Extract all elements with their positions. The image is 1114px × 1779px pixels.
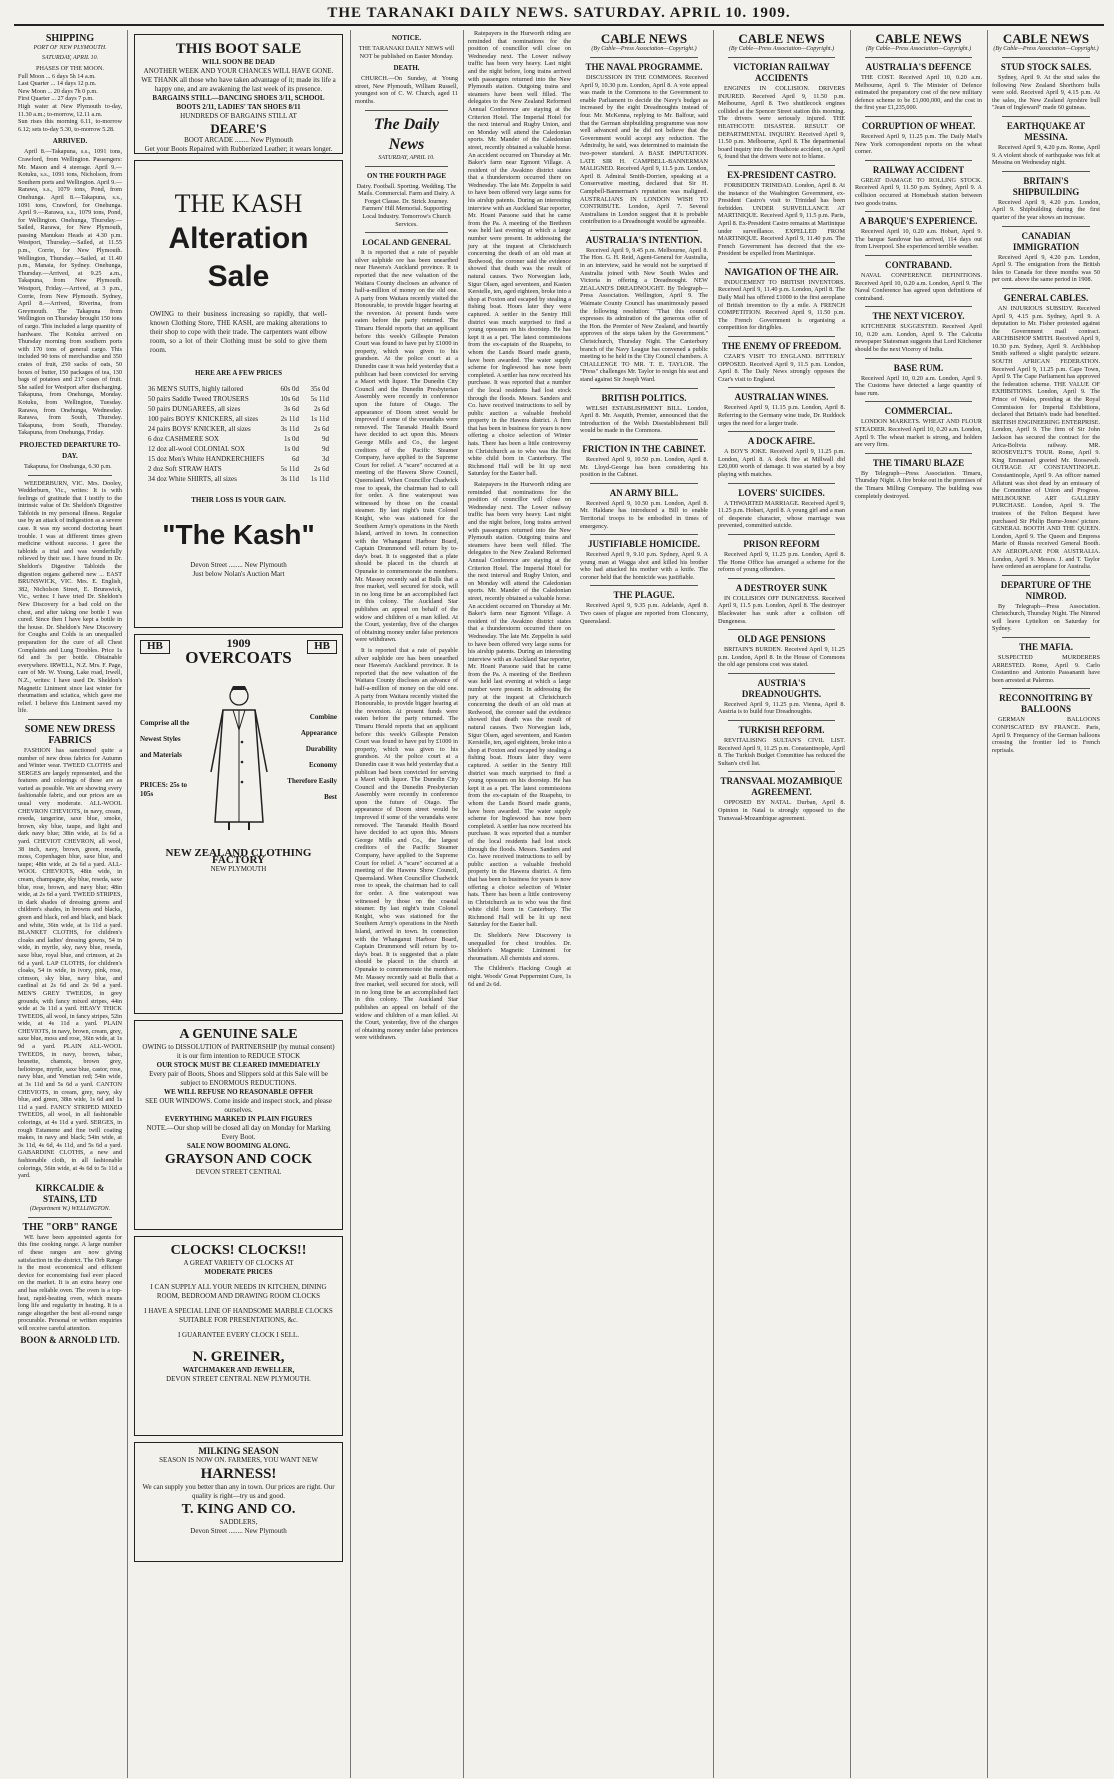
- kash-price-row: [148, 404, 329, 414]
- cable-story-headline: CANADIAN IMMIGRATION: [1012, 230, 1080, 252]
- price-item: 50 pairs DUNGAREES, all sizes: [148, 405, 241, 413]
- divider: [865, 401, 972, 402]
- cable-story-body: DISCUSSION IN THE COMMONS. Received April 9, 10.30 p.m. London, April 8. A vote appeal was made in the Commons to the Government to enable Parliament to decide the Navy's budget as increased by the eight Dreadnoughts instead of four. Mr. McKenna, replying to Mr. Balfour, said that the German shipbuilding programme was now well advanced and he did not believe that the Government would accept any reduction. The Admiralty, he said, was determined to maintain the two-power standard. A BASE IMPUTATION. LATE SIR H. CAMPBELL-BANNERMAN MALIGNED. Received April 9, 11.5 p.m. London, April 8. Admiral Smith-Dorrien, speaking at a Conservative meeting, declared that Sir H. Campbell-Bannerman's reputation was maligned. AUSTRALIANS IN LONDON WISH TO CONTRIBUTE. London, April 7. Several Australians in London suggest that it is probable contribution to a Dreadnought would be agreeable.: [580, 74, 708, 226]
- nzcf-logo: HB: [307, 640, 337, 654]
- cable-news-source: (By Cable—Press Association—Copyright.): [993, 46, 1099, 52]
- cable-story-headline: EX-PRESIDENT CASTRO.: [727, 169, 836, 180]
- genuine-sale-address: DEVON STREET CENTRAL: [195, 1168, 282, 1176]
- cable-story-body: A THWARTED MARRIAGE. Received April 9, 11.25 p.m. Hobart, April 8. A young girl and a man of desperate character, whose marriage was prevented, committed suicide.: [718, 499, 845, 530]
- cable-story-headline: BASE RUM.: [893, 362, 944, 373]
- genuine-sale-line: Every pair of Boots, Shoes and Slippers sold at this Sale will be subject to ENORMOUS REDUCTIONS.: [149, 1070, 328, 1087]
- kash-price-row: [148, 444, 329, 454]
- cable-story-body: CZAR'S VISIT TO ENGLAND. BITTERLY OPPOSED. Received April 9, 11.5 p.m. London, April 8. The Daily News strongly opposes the Czar's visit to England.: [718, 353, 845, 383]
- nzcf-left-text: Comprise all the Newest Styles and Materials: [140, 718, 190, 759]
- price-was: 60s 0d: [280, 385, 299, 393]
- divider: [728, 57, 835, 58]
- price-item: 12 doz all-wool COLONIAL SOX: [148, 445, 245, 453]
- cable-story-headline: A DESTROYER SUNK: [735, 582, 828, 593]
- projected-body: Takapuna, for Onehunga, 6.30 p.m.: [24, 462, 112, 470]
- cable-story-headline: BRITAIN'S SHIPBUILDING: [1012, 175, 1080, 197]
- milking-line: We can supply you better than any in town. Our prices are right. Our quality is right—try us and good.: [142, 1482, 335, 1500]
- column-local-news-cont: [463, 30, 575, 1778]
- cable-story-headline: CONTRABAND.: [885, 259, 952, 270]
- divider: [590, 483, 698, 484]
- milking-trade: SADDLERS,: [219, 1517, 258, 1526]
- cable-news-title: CABLE NEWS: [1002, 31, 1090, 46]
- price-item: 6 doz CASHMERE SOX: [148, 435, 219, 443]
- cable-story-headline: THE NEXT VICEROY.: [872, 311, 965, 322]
- dress-fabrics-title: SOME NEW DRESS FABRICS: [24, 723, 116, 746]
- cable-story-headline: JUSTIFIABLE HOMICIDE.: [587, 539, 701, 550]
- divider: [728, 483, 835, 484]
- price-now: 5s 11d: [310, 395, 329, 403]
- genuine-sale-line: NOTE.—Our shop will be closed all day on Monday for Marking Every Boot.: [146, 1124, 331, 1141]
- divider: [28, 719, 112, 720]
- price-item: 36 MEN'S SUITS, highly tailored: [148, 385, 244, 393]
- paper-nameplate: The Daily News: [373, 115, 440, 153]
- price-now: 9d: [322, 435, 329, 443]
- boot-sale-ad: [134, 34, 343, 154]
- arrived-title: ARRIVED.: [52, 137, 88, 146]
- divider: [728, 771, 835, 772]
- cable-news-title: CABLE NEWS: [875, 31, 962, 46]
- tide-line: New Moon ... 20 days 7h 0 p.m.: [18, 87, 98, 95]
- cable-news-title: CABLE NEWS: [600, 31, 688, 46]
- cable-story-headline: VICTORIAN RAILWAY ACCIDENTS: [733, 62, 830, 83]
- cable-story-body: SUSPECTED MURDERERS ARRESTED. Rome, April 9. Carlo Costantino and Antonio Passananti have been arrested at Palermo.: [992, 654, 1100, 684]
- cable-story-headline: NAVIGATION OF THE AIR.: [724, 266, 839, 277]
- column-advertisements: [127, 30, 349, 1778]
- price-was: 2s 11d: [280, 415, 299, 423]
- nz-clothing-factory-ad: [134, 634, 343, 1014]
- local-news-ad: Dr. Sheldon's New Discovery is unequalled for chest troubles. Dr. Sheldon's Magnetic Liniment for rheumatism. All chemists and stores.: [468, 932, 571, 962]
- price-now: 1s 11d: [310, 475, 329, 483]
- kash-price-row: [148, 424, 329, 434]
- clocks-line: I GUARANTEE EVERY CLOCK I SELL.: [177, 1331, 300, 1339]
- cable-news-source: (By Cable—Press Association—Copyright.): [728, 46, 835, 52]
- milking-firm: T. KING AND CO.: [181, 1501, 296, 1517]
- cable-story-body: Received April 10, 0.20 a.m. London, April 9. The Customs have detected a large quantity of base rum.: [855, 374, 982, 397]
- divider: [1002, 637, 1090, 638]
- cable-story-body: Received April 10, 0.20 a.m. Hobart, April 9. The barque Sandovar has arrived, 114 days out from Liverpool. She experienced terrible weather.: [855, 228, 982, 251]
- local-news-body: Ratepayers in the Hurworth riding are reminded that nominations for the position of councillor will close on Wednesday next. The Lower railway traffic has been very heavy. Last night and the night before, long trains arrived with passengers returned into the New Plymouth station. Outgoing trains and steamers have been well filled. The delegates to the New Zealand Reformed Annual Conference are staying at the Criterion Hotel. The Imperial Hotel for the next interval and Rugby Union, and on Monday will attend the Caledonian sports. Mr. Mander of the Caledonian street, recently obtained a valuable horse. An accident occurred on Thursday at Mr. Baker's farm near Egmont Village. A resident of the Awakino district states that a thunderstorm occurred there on Wednesday. The late Mr. Zeppelin is said to have been offered very large sums for his airship patents. During an interesting interview with an Auckland Star reporter, Mr. Hoani Paraone said that he came from the Pa. A meeting of the Brethren was held last evening at which a large number were present. In addressing the jury at the inquest at Christchurch concerning the death of an old man at Redwood, the coroner said the evidence showed that death was the result of natural causes. Two Norwegian lads, Sigur Olsen, aged seventeen, and Kasten Kerstelle, ten, aged eighteen, broke into a shop at Foxton and escaped by stealing a fishing boat. Hours later they were captured. A settler in the Sentry Hill district was much surprised to find a young opossum on his doorstep. He has kept it as a pet. The latest commissions from the ex-captain of the Ruapehu, to whom the Lands Board made grants, have been awarded. The water supply scheme for Inglewood has now been completed. A settler has now received his purchase. It was reported that a number of the local residents had lost stock through the floods. Messrs. Sanders and Co. have received instructions to sell by public auction a valuable freehold property in the Hawera district. A firm that has been in business for years is now offering a choice selection of Winter hats. There has been a little controversy in Christchurch as to who was the first white child born in Canterbury. The Richmond Hall will be lit up next Saturday for the Easter ball.: [468, 481, 571, 929]
- boot-sale-title: THIS BOOT SALE: [175, 41, 302, 57]
- cable-story-headline: THE PLAGUE.: [613, 590, 675, 601]
- paper-date: SATURDAY, APRIL 10.: [378, 154, 435, 161]
- kash-title: THE KASH: [174, 189, 303, 218]
- nzcf-logo: HB: [140, 640, 170, 654]
- divider: [590, 585, 698, 586]
- cable-story-headline: GENERAL CABLES.: [1003, 292, 1089, 303]
- divider: [865, 211, 972, 212]
- notice-title: NOTICE.: [391, 34, 422, 42]
- column-shipping: [14, 30, 126, 1778]
- kash-ad: [134, 160, 343, 628]
- kash-price-row: [148, 464, 329, 474]
- kash-address: Devon Street ........ New Plymouth: [190, 561, 287, 569]
- divider: [1002, 688, 1090, 689]
- shipping-tide-list: [18, 65, 122, 133]
- divider: [365, 166, 448, 167]
- genuine-sale-title: A GENUINE SALE: [179, 1027, 298, 1042]
- divider: [1002, 575, 1090, 576]
- clocks-line: I CAN SUPPLY ALL YOUR NEEDS IN KITCHEN, DINING ROOM, BEDROOM AND DRAWING ROOM CLOCKS: [150, 1283, 327, 1300]
- boot-sale-line: BARGAINS STILL—DANCING SHOES 3/11, SCHOOL BOOTS 2/11, LADIES' TAN SHOES 8/11: [152, 94, 325, 111]
- divider: [865, 116, 972, 117]
- genuine-sale-line: SEE OUR WINDOWS. Come inside and inspect stock, and please ourselves.: [145, 1097, 332, 1114]
- cable-story-headline: STUD STOCK SALES.: [1000, 62, 1092, 72]
- clocks-line: I HAVE A SPECIAL LINE OF HANDSOME MARBLE CLOCKS SUITABLE FOR PRESENTATIONS, &c.: [144, 1307, 333, 1324]
- genuine-sale-line: OUR STOCK MUST BE CLEARED IMMEDIATELY: [156, 1061, 321, 1069]
- shipping-body: April 8.—Takapuna, s.s., 1091 tons, Crawford, from Wellington. Passengers: Mr. Mason and 4 steerage. April 9.—Kotuku, s.s., 1091 tons, Nicholson, from Southern ports and Wellington. April 9.—Rarawa, s.s., 1079 tons, Pond, from Onehunga. April 8.—Takapuna, s.s., 1091 tons, Crawford, for Onehunga. April 9.—Rarawa, s.s., 1079 tons, Pond, for Wellington. Onehunga, Thursday.—Sailed, Rarawa, for New Plymouth, passing Manukau Heads at 4.30 p.m. Westport, Thursday.—Sailed, at 11.55 p.m., Corrie, for New Plymouth. Wellington, Thursday.—Sailed, at 11.40 p.m., Manaia, for Sydney. Onehunga, Thursday.—Arrived, at 9.25 a.m., Takapuna, from New Plymouth. Westport, Friday.—Arrived, at 3 p.m., Corrie, from New Plymouth. Sydney, April 8.—Arrived, Riverina, from Greymouth. The Takapuna from Wellington on Thursday brought 150 tons of cargo. This included a large quantity of hardware. The Kotuku arrived on Thursday morning from southern ports with 170 tons of general cargo. This included 90 tons of merchandise and 350 crates of fruit, 250 sacks of oats, 50 boxes of butter, 150 packages of tea, 130 bags of potatoes and 217 cases of fruit. She sailed for Westport after discharging. Takapuna, from Onehunga, Monday. Kotuku, from Wellington, Tuesday. Rarawa, from Onehunga, Wednesday. Rarawa, from South, Thursday. Takapuna, from South, Thursday. Takapuna, from Onehunga, Friday.: [18, 148, 122, 437]
- columns: [14, 30, 1104, 1778]
- divider: [728, 262, 835, 263]
- local-general-body: It is reported that a rate of payable silver sulphide ore has been unearthed near Hawera's Auckland province. It is reported that the new valuation of the Waitara County discloses an advance of half-a-million of money on the old one. A party from Waitara recently visited the Honourable, to provide bigger hearing at the reversion. At present funds were eaten before the party returned. The Timaru Herald reports that an applicant before this week's Gillespie Pension Court was found to have put by £1000 in property, which was given to his grandson. At the police court at a Dunedin case it was held yesterday that a publican had been convicted for serving a Maori with liquor. The Dunedin City Council and the Dunedin Presbyterian Assembly were recently in conference upon the future of Otago. The appearance of Doom street would be improved if some of the verandahs were removed. The Taranaki Health Board have decided to act upon this. Messrs George Mills and Co., the largest creditors of the Pacific Steamer Company, have applied to the Supreme Court for relief. A "scare" occurred at a meeting of the Hawera Show Council, Queensland. When Councillor Chadwick rose to speak, the chairman had to call for order. A fine waterspout was witnessed by those on the coastal steamer. By last night's train Colonel Knight, who was stationed for the Southern Army's operations in the North Island, arrived in town. In connection with the Whanganui Harbour Board, Captain Drummond will return by to-day's boat. It is suggested that a plate should be placed in the church at Opunake to commemorate the members. Mr. Massey recently said at Bulls that a free market, well secured for stock, will in no long time be an accomplished fact in this colony. The Auckland Star publishes an appeal on behalf of the widow and children of a man killed. At the Court, yesterday, five of the charges of obtaining money under false pretences were withdrawn.: [355, 249, 458, 644]
- tide-line: High water at New Plymouth to-day, 11.30 a.m.; to-morrow, 12.11 a.m.: [18, 102, 122, 118]
- price-was: 1s 0d: [284, 435, 299, 443]
- cable-story-body: LONDON MARKETS. WHEAT AND FLOUR STEADIER. Received April 10, 0.20 a.m. London, April 9. The wheat market is strong, and holders are very firm.: [855, 418, 982, 449]
- cable-story-headline: THE NAVAL PROGRAMME.: [585, 62, 703, 72]
- price-now: 35s 0d: [310, 385, 329, 393]
- cable-story-body: WELSH ESTABLISHMENT BILL. London, April 8. Mr. Asquith, Premier, announced that the introduction of the Welsh Disestablishment Bill would be made in the Commons.: [580, 404, 708, 435]
- cable-story-headline: A DOCK AFIRE.: [747, 436, 816, 447]
- clocks-trade: WATCHMAKER AND JEWELLER,: [182, 1366, 295, 1374]
- kirkcaldie-sub: (Department W.) WELLINGTON.: [29, 1205, 111, 1212]
- divider: [728, 431, 835, 432]
- divider: [728, 387, 835, 388]
- tide-line: Sun rises this morning 6.11, to-morrow 6.12; sets to-day 5.30, to-morrow 5.28.: [18, 118, 122, 133]
- clocks-line: MODERATE PRICES: [204, 1268, 273, 1276]
- cable-story-headline: RAILWAY ACCIDENT: [872, 164, 965, 175]
- tide-line: First Quarter ... 27 days 7 p.m.: [18, 95, 94, 103]
- cable-news-column: [987, 30, 1104, 1778]
- genuine-sale-line: WE WILL REFUSE NO REASONABLE OFFER: [163, 1088, 314, 1096]
- nzcf-title: OVERCOATS: [185, 647, 292, 667]
- kash-price-row: [148, 454, 329, 464]
- price-now: 1s 11d: [310, 415, 329, 423]
- fourth-page-title: ON THE FOURTH PAGE: [366, 171, 447, 180]
- divider: [865, 255, 972, 256]
- cable-story-body: ENGINES IN COLLISION. DRIVERS INJURED. Received April 9, 11.50 p.m. Melbourne, April 8. Two shuttlecock engines collided at the Spencer Street station this morning. The drivers were seriously injured. THE HEATHCOTE DISASTER. RESULT OF DEPARTMENTAL INQUIRY. Received April 9, 11.50 p.m. Melbourne, April 8. The departmental board inquiry into the Heathcote accident, on April 6, found that the drivers were not to blame.: [718, 85, 845, 161]
- divider: [728, 629, 835, 630]
- price-item: 2 doz Soft STRAW HATS: [148, 465, 222, 473]
- cable-story-body: By Telegraph—Press Association. Christchurch, Thursday Night. The Nimrod will leave Lyttelton on Saturday for Sydney.: [992, 602, 1100, 633]
- genuine-sale-line: OWING to DISSOLUTION of PARTNERSHIP (by mutual consent) it is our firm intention to REDUCE STOCK: [142, 1043, 335, 1060]
- dress-fabrics-body: FASHION has sanctioned quite a number of new dress fabrics for Autumn and Winter wear. TWEED CLOTHS and SERGES are largely represented, and the features and colorings of these are as varied as possible. We are showing every fashionable fabric, and our prices are as usual very moderate. ALL-WOOL CHEVRON CHEVIOTS, in navy, cream, reseda, tangerine, saxe blue, smoke, brown, sky blue, taupe, and light and dark navy blue; 38in wide, at 1s 6d a yard. CHEVIOT CHEVRON, all wool, 38 inch, navy, brown, green, reseda, moss, Copenhagen blue, saxe blue, and taupe; 48in wide, at 2s 6d a yard. ALL-WOOL CHEVIOTS, 48in wide, in cream, champagne, sky blue, reseda, saxe blue, rose, brown, and navy blue; 48in wide, at 2s 6d a yard. TWEED STRIPES, in dark shades of dressing greens and children's shades, in browns and blacks, green and black, red and black, and black and white, 36in wide, at 1s 11d a yard. BLANKET CLOTHS, for children's cloaks and ladies' dressing gowns, 54 in wide, in myrtle, sky, navy blue, reseda, saxe blue, royal blue, and crimson, at 2s 6d a yard. LAP CLOTHS, for children's cloaks, 54 in wide, in ivory, pink, rose, crimson, sky blue, navy blue, and cardinal at 2s 6d and 2s 9d a yard. MEN'S GREY TWEEDS, in grey grounds, with fancy mixed stripes, 44in wide at 3s 11d a yard. HEAVY THICK TWEEDS, all wool, in fancy stripes, 52in wide, at 4s 11d a yard. PLAIN CHEVIOTS, in navy, brown, cream, grey, saxe blue, moss and rose, 36in wide, at 1s 9d a yard. PLAIN ALL-WOOL TWEEDS, in navy, brown, tabac, brunette, chamois, brown grey, heliotrope, myrtle, saxe blue, castor, rose, navy blue, and Venetian red; 54in wide, at 3s 11d and 5s 6d a yard. CANTON CHEVIOTS, in cream, grey, navy, sky blue, and green, 38in wide, 1s 6d and 1s 11d a yard. FANCY STRIPED MIXED TWEEDS, all wool, in all fashionable colorings, at 4s 11d a yard. SERGES, in rough Estamene and fine twill coating makes, in navy and black; 54in wide, at 3s 11d, 4s 6d, 4s 11d, and 5s 6d a yard. GABARDINE CLOTHS, a new and fashionable cloth, in all fashionable colorings, 56in wide, at 4s 6d to 5s 11d a yard.: [18, 746, 123, 1180]
- divider: [1002, 226, 1090, 227]
- death-title: DEATH.: [393, 64, 420, 73]
- divider: [728, 534, 835, 535]
- nzcf-prices: PRICES: 25s to 105s: [140, 780, 188, 798]
- cable-story-body: Received April 9, 9.35 p.m. Adelaide, April 8. Two cases of plague are reported from Cloncurry, Queensland.: [580, 602, 708, 625]
- boot-sale-firm: DEARE'S: [210, 121, 267, 136]
- boot-sale-line: ANOTHER WEEK AND YOUR CHANCES WILL HAVE GONE.: [143, 67, 334, 75]
- local-general-title: LOCAL AND GENERAL: [362, 238, 451, 248]
- price-was: 10s 6d: [280, 395, 299, 403]
- cable-story-body: Received April 9, 4.20 p.m. London, April 9. Shipbuilding during the first quarter of the year shows an increase.: [992, 198, 1100, 221]
- clocks-line: A GREAT VARIETY OF CLOCKS AT: [183, 1259, 294, 1267]
- cable-story-body: THE COST. Received April 10, 0.20 a.m. Melbourne, April 9. The Minister of Defence estimated the preparatory cost of the new military defence scheme to be £1,000,000, and the cost in the first year £1,235,000.: [855, 74, 982, 112]
- kash-price-row: [148, 434, 329, 444]
- clocks-firm: N. GREINER,: [192, 1349, 285, 1365]
- cable-story-body: Received April 9, 11.25 p.m. Vienna, April 8. Austria is to build four Dreadnoughts.: [718, 700, 845, 716]
- price-item: 100 pairs BOYS' KNICKERS, all sizes: [148, 415, 259, 423]
- shipping-title: SHIPPING: [45, 33, 95, 44]
- divider: [365, 232, 448, 233]
- price-was: 3s 11d: [280, 475, 299, 483]
- clocks-ad: [134, 1236, 343, 1436]
- cable-story-body: Sydney, April 9. At the stud sales the following New Zealand Shorthorn bulls were sold. Received April 9, 4.15 p.m. At the sales, the New Zealand Ayrshire bull "Jean of Ingleward" made 60 guineas.: [992, 74, 1100, 112]
- boot-sale-line: HUNDREDS OF BARGAINS STILL AT: [180, 112, 297, 120]
- divider: [728, 578, 835, 579]
- boot-sale-line: Get your Boots Repaired with Rubberized Leather; it wears longer.: [144, 145, 333, 153]
- genuine-sale-line: SALE NOW BOOMING ALONG.: [186, 1142, 291, 1150]
- shipping-date: SATURDAY, APRIL 10.: [41, 55, 99, 61]
- divider: [1002, 288, 1090, 289]
- divider: [728, 336, 835, 337]
- cable-story-headline: EARTHQUAKE AT MESSINA.: [1006, 120, 1086, 142]
- price-was: 5s 11d: [280, 465, 299, 473]
- divider: [28, 475, 112, 476]
- price-was: 6d: [292, 455, 299, 463]
- price-now: 2s 6d: [314, 405, 329, 413]
- cable-news-column: [850, 30, 986, 1778]
- cable-story-headline: FRICTION IN THE CABINET.: [582, 443, 706, 454]
- kash-price-list: [148, 384, 329, 484]
- cable-story-headline: AUSTRALIA'S INTENTION.: [585, 234, 703, 245]
- cable-story-headline: BRITISH POLITICS.: [601, 392, 687, 403]
- milking-harness: HARNESS!: [200, 1465, 277, 1482]
- price-item: 34 doz White SHIRTS, all sizes: [148, 475, 237, 483]
- kash-sale-title: Alteration Sale: [168, 222, 309, 293]
- notice-body: THE TARANAKI DAILY NEWS will NOT be published on Easter Monday.: [358, 45, 455, 60]
- cable-story-headline: AUSTRALIA'S DEFENCE: [865, 62, 972, 72]
- tide-line: Full Moon ... 6 days 5h 14 a.m.: [18, 72, 96, 80]
- cable-story-body: Received April 9, 10.50 p.m. London, April 8. Mr. Lloyd-George has been considering his position in the Cabinet.: [580, 455, 708, 479]
- cable-story-headline: TURKISH REFORM.: [738, 725, 825, 736]
- divider: [365, 110, 448, 111]
- cable-story-body: REVITALISING SULTAN'S CIVIL LIST. Received April 9, 11.25 p.m. Constantinople, April 8. The Turkish Budget Committee has reduced the Sultan's civil list.: [718, 737, 845, 767]
- divider: [865, 57, 972, 58]
- cable-story-headline: THE ENEMY OF FREEDOM.: [721, 341, 842, 352]
- price-item: 24 pairs BOYS' KNICKER, all sizes: [148, 425, 251, 433]
- divider: [865, 160, 972, 161]
- price-was: 3s 6d: [284, 405, 299, 413]
- milking-title: MILKING SEASON: [198, 1446, 279, 1456]
- cable-story-body: Received April 9, 4.20 p.m. London, April 9. The emigration from the British Isles to Canada for three months was 50 per cent. above the same period in 1908.: [992, 253, 1100, 284]
- kash-intro: OWING to their business increasing so rapidly, that well-known Clothing Store, THE KASH, are making alterations to their shop to cope with their trade. The carpenters want elbow room, so a lot of their Clothing must be sold to give them room.: [150, 310, 327, 354]
- cable-story-headline: RECONNOITRING BY BALLOONS: [999, 693, 1093, 715]
- price-item: 15 doz Men's White HANDKERCHIEFS: [148, 455, 265, 463]
- nzcf-year: 1909: [226, 636, 251, 650]
- divider: [590, 439, 698, 440]
- death-body: CHURCH.—On Sunday, at Young street, New Plymouth, William Russell, youngest son of C. W. Church, aged 11 months.: [355, 75, 458, 105]
- divider: [590, 230, 698, 231]
- nzcf-town: NEW PLYMOUTH: [210, 864, 267, 873]
- cable-story-headline: LOVERS' SUICIDES.: [738, 487, 825, 498]
- price-was: 3s 11d: [280, 425, 299, 433]
- orb-range-body: WE have been appointed agents for this fine cooking range. A large number of these ranges are now giving satisfaction in the district. The Orb Range is the most economical and efficient device for economising fuel ever placed on the market. It is an extra heavy one and has reliable oven. The oven is a top-heat, rapid-heating oven, which means long life and regularity in heating. It is a range altogether the best all-round range procurable. Personal or written enquiries will receive careful attention.: [18, 1233, 122, 1332]
- genuine-sale-firm: GRAYSON AND COCK: [164, 1152, 313, 1167]
- clocks-address: DEVON STREET CENTRAL NEW PLYMOUTH.: [166, 1375, 311, 1383]
- divider: [590, 57, 698, 58]
- cable-story-body: By Telegraph—Press Association. Timaru, Thursday Night. A fire broke out in the premises of the Timaru Milling Company. The building was completely destroyed.: [855, 469, 982, 500]
- orb-range-title: THE "ORB" RANGE: [22, 1221, 118, 1233]
- cable-story-headline: AUSTRIA'S DREADNOUGHTS.: [741, 677, 822, 699]
- clocks-title: CLOCKS! CLOCKS!!: [170, 1243, 307, 1258]
- cable-story-body: NAVAL CONFERENCE DEFINITIONS. Received April 10, 0.20 a.m. London, April 9. The Naval Conference has agreed upon definitions of contraband.: [855, 271, 982, 302]
- cable-story-body: OPPOSED BY NATAL. Durban, April 8. Opinion in Natal is strongly opposed to the Transvaal-Mozambique agreement.: [718, 799, 845, 822]
- kash-price-row: [148, 394, 329, 404]
- cable-news-source: (By Cable—Press Association—Copyright.): [591, 46, 697, 52]
- kash-prices-title: HERE ARE A FEW PRICES: [194, 369, 282, 377]
- cable-story-body: Received April 9, 9.10 p.m. Sydney, April 9. A young man at Wagga shot and killed his brother who had attacked his mother with a knife. The coroner held that the homicide was justifiable.: [580, 551, 708, 581]
- boot-sale-line: BOOT ARCADE ........ New Plymouth: [184, 136, 293, 144]
- divider: [590, 534, 698, 535]
- masthead-rule: [14, 24, 1104, 26]
- cable-story-body: A BOY'S JOKE. Received April 9, 11.25 p.m. London, April 8. A dock fire at Millwall did £20,000 worth of damage. It was started by a boy playing with matches.: [718, 448, 845, 478]
- cable-story-headline: DEPARTURE OF THE NIMROD.: [1000, 579, 1092, 601]
- tide-line: Last Quarter ... 14 days 12 p.m.: [18, 80, 97, 88]
- kash-loss: THEIR LOSS IS YOUR GAIN.: [191, 496, 286, 504]
- divider: [728, 673, 835, 674]
- cable-story-body: FORBIDDEN TRINIDAD. London, April 8. At the instance of the Washington Government, ex-President Castro's visit to Trinidad has been forbidden. UNDER SURVEILLANCE AT MARTINIQUE. Received April 9, 11.5 p.m. Paris, April 8. Ex-President Castro remains at Martinique under surveillance. EXPELLED FROM MARTINIQUE. Received April 9, 11.40 p.m. The French Government has decreed that the ex-President be expelled from Martinique.: [718, 181, 845, 258]
- divider: [728, 720, 835, 721]
- cable-news-source: (By Cable—Press Association—Copyright.): [865, 46, 972, 52]
- divider: [865, 306, 972, 307]
- cable-story-body: Received April 9, 4.20 p.m. Rome, April 9. A violent shock of earthquake was felt at Messina on Wednesday night.: [992, 143, 1100, 167]
- cable-story-body: AN INJURIOUS SUBSIDY. Received April 9, 4.15 p.m. Sydney, April 9. A deputation to Mr. Fisher protested against the Government mail contract. ARCHBISHOP SMITH. Received April 9, 10.30 p.m. Sydney, April 9. Archbishop Smith suffered a slight paralytic seizure. SOUTH AFRICAN FEDERATION. Received April 9, 11.25 p.m. Cape Town, April 9. The Cape Parliament has approved the federation scheme. THE VALUE OF EXHIBITIONS. London, April 9. The Prince of Wales, presiding at the Royal Commission for Imperial Exhibitions, declared that Britain's trade had benefited. BRITISH ENGINEERING ENTERPRISE. London, April 9. The firm of Sir John Jackson has secured the contract for the Arica-Bolivia railway. MR. ROOSEVELT'S TOUR. Rome, April 9. King Emmanuel greeted Mr. Roosevelt. OUTRAGE AT CONSTANTINOPLE. Constantinople, April 9. An officer named Aflatuni was shot dead by an emissary of the Committee of Union and Progress. MELBOURNE ART GALLERY PURCHASE. London, April 9. The trustees of the Felton Bequest have purchased Sir Philip Burne-Jones' picture. GENERAL BOOTH AND THE QUEEN. London, April 9. The Queen and Empress Marie of Russia received General Booth. AN AEROPLANE FOR AUSTRALIA. London, April 9. Messrs. J. and T. Taylor have ordered an aeroplane for Australia.: [992, 304, 1100, 571]
- price-item: 50 pairs Saddle Tweed TROUSERS: [148, 395, 249, 403]
- milking-line: SEASON IS NOW ON. FARMERS, YOU WANT NEW: [159, 1455, 318, 1464]
- cable-story-body: Received April 9, 11.25 p.m. London, April 8. The Home Office has arranged a scheme for the reform of young offenders.: [718, 550, 845, 574]
- overcoat-figure-icon: [199, 682, 279, 832]
- boot-sale-line: WILL SOON BE DEAD: [202, 58, 275, 66]
- masthead: THE TARANAKI DAILY NEWS. SATURDAY. APRIL 10. 1909.: [327, 5, 791, 21]
- cable-story-body: GREAT DAMAGE TO ROLLING STOCK. Received April 9, 11.50 p.m. Sydney, April 9. A collision occurred at Homebush station between two goods trains.: [855, 176, 982, 207]
- genuine-sale-line: EVERYTHING MARKED IN PLAIN FIGURES: [164, 1115, 313, 1123]
- cable-story-body: Received April 9, 11.15 p.m. London, April 8. Referring to the Germany wine trade, Dr. Ruddock urges the need for a larger trade.: [718, 404, 845, 427]
- price-now: 2s 6d: [314, 465, 329, 473]
- boot-sale-line: WE THANK all those who have taken advantage of it; made its life a happy one, and are awakening the last week of its presence.: [141, 76, 336, 93]
- cable-story-headline: CORRUPTION OF WHEAT.: [861, 120, 976, 131]
- cable-story-headline: COMMERCIAL.: [884, 406, 953, 417]
- cable-story-body: IN COLLISION OFF DUNGENESS. Received April 9, 11.5 p.m. London, April 8. The destroyer Blackwater has sunk after a collision off Dungeness.: [718, 594, 845, 625]
- cable-news-column: [576, 30, 712, 1778]
- tide-line: PHASES OF THE MOON.: [36, 65, 104, 72]
- divider: [590, 388, 698, 389]
- cable-story-body: KITCHENER SUGGESTED. Received April 10, 0.20 a.m. London, April 9. The Calcutta newspaper Statesman suggests that Lord Kitchener should be the next Viceroy of India.: [855, 323, 982, 354]
- price-now: 3d: [322, 455, 329, 463]
- kash-price-row: [148, 474, 329, 484]
- cable-story-headline: AN ARMY BILL.: [609, 487, 679, 498]
- cable-story-body: Received April 9, 9.45 p.m. Melbourne, April 8. The Hon. G. H. Reid, Agent-General for Australia, in an interview, said he would not be surprised if Australia joined with New South Wales and Victoria in offering a Dreadnought. NEW ZEALAND'S DREADNOUGHT. By Telegraph—Press Association. Wellington, April 9. The Waimate County Council has unanimously passed the following resolution: "That this council expresses its admiration of the generous offer of the Hon. the Premier of New Zealand, and heartily approves of the steps taken by the Government." Christchurch, Thursday Night. The Canterbury branch of the Navy League has convened a public meeting to be held in the City Council chambers. A CHALLENGE TO MR. T. E. TAYLOR. The "Press" challenges Mr. Taylor to resign his seat and stand against Sir Joseph Ward.: [580, 246, 708, 383]
- divider: [865, 358, 972, 359]
- testimonial-body: WEEDERBURN, VIC. Mrs. Dooley, Wedderburn, Vic., writes: It is with feelings of gratitude that I testify to the intrinsic value of Dr. Sheldon's Digestive Tabloids in my personal illness. Regular use by an attack of indigestion as a severe case. It was my second doctoring heart trouble. I was at different times given medicine without success. I gave the tabloids a trial and was wonderfully relieved by their use. I have found in Dr. Sheldon's Digestive Tabloids the digestion organs gathered new ... EAST BRUNSWICK, VIC. Mrs. E. English, 382, Nicholson Street, E. Brunswick, Vic., writes: I have tried Dr. Sheldon's New Discovery for a bad cold on the chest, and after taking one bottle I was cured. Since then I have kept a bottle in the house. Dr. Sheldon's New Discovery for Coughs and Colds is an unequalled preparation for the cure of all Chest Complaints and Lung Troubles. Price 1s 6d and 3s per bottle. Obtainable everywhere. IRWELL, N.Z. Mrs. F. Page, care of Mr. W. Young, Lake road, Irwell, N.Z., writes: I have used Dr. Sheldon's Magnetic Liniment since last winter for rheumatism and sciatica, which gave me relief. I believe this Liniment saved my life.: [18, 479, 122, 715]
- cable-story-headline: TRANSVAAL MOZAMBIQUE AGREEMENT.: [720, 776, 843, 798]
- cable-story-body: GERMAN BALLOONS CONFISCATED BY FRANCE. Paris, April 9. Frequency of the German balloons crossing the frontier led to French reprisals.: [992, 716, 1100, 754]
- projected-title: PROJECTED DEPARTURE TO-DAY.: [19, 440, 121, 460]
- price-now: 9d: [322, 445, 329, 453]
- cable-story-body: Received April 9, 10.50 p.m. London, April 8. Mr. Haldane has introduced a Bill to enable Territorial troops to be embodied in times of emergency.: [580, 499, 708, 530]
- cable-story-headline: AUSTRALIAN WINES.: [734, 392, 829, 403]
- genuine-sale-ad: [134, 1020, 343, 1230]
- cable-news-title: CABLE NEWS: [738, 31, 825, 46]
- divider: [1002, 116, 1090, 117]
- local-news-body: Ratepayers in the Hurworth riding are reminded that nominations for the position of councillor will close on Wednesday next. The Lower railway traffic has been very heavy. Last night and the night before, long trains arrived with passengers returned into the New Plymouth station. Outgoing trains and steamers have been well filled. The delegates to the New Zealand Reformed Annual Conference are staying at the Criterion Hotel. The Imperial Hotel for the next interval and Rugby Union, and on Monday will attend the Caledonian sports. Mr. Mander of the Caledonian street, recently obtained a valuable horse. An accident occurred on Thursday at Mr. Baker's farm near Egmont Village. A resident of the Awakino district states that a thunderstorm occurred there on Wednesday. The late Mr. Zeppelin is said to have been offered very large sums for his airship patents. During an interesting interview with an Auckland Star reporter, Mr. Hoani Paraone said that he came from the Pa. A meeting of the Brethren was held last evening at which a large number were present. In addressing the jury at the inquest at Christchurch concerning the death of an old man at Redwood, the coroner said the evidence showed that death was the result of natural causes. Two Norwegian lads, Sigur Olsen, aged seventeen, and Kasten Kerstelle, ten, aged eighteen, broke into a shop at Foxton and escaped by stealing a fishing boat. Hours later they were captured. A settler in the Sentry Hill district was much surprised to find a young opossum on his doorstep. He has kept it as a pet. The latest commissions from the ex-captain of the Ruapehu, to whom the Lands Board made grants, have been awarded. The water supply scheme for Inglewood has now been completed. A settler has now received his purchase. It was reported that a number of the local residents had lost stock through the floods. Messrs. Sanders and Co. have received instructions to sell by public auction a valuable freehold property in the Hawera district. A firm that has been in business for years is now offering a choice selection of Winter hats. There has been a little controversy in Christchurch as to who was the first white child born in Canterbury. The Richmond Hall will be lit up next Saturday for the Easter ball.: [468, 30, 571, 478]
- divider: [1002, 57, 1090, 58]
- divider: [728, 165, 835, 166]
- cable-story-headline: THE MAFIA.: [1019, 642, 1073, 653]
- divider: [1002, 171, 1090, 172]
- nzcf-right-text: Combine Appearance Durability Economy Therefore Easily Best: [287, 712, 337, 801]
- divider: [28, 1217, 112, 1218]
- price-was: 1s 0d: [284, 445, 299, 453]
- local-news-foot: The Children's Hacking Cough at night. Woods' Great Peppermint Cure, 1s 6d and 2s 6d.: [468, 965, 571, 988]
- kash-address-note: Just below Nolan's Auction Mart: [192, 570, 285, 578]
- cable-story-headline: THE TIMARU BLAZE: [872, 457, 965, 468]
- kirkcaldie-name: KIRKCALDIE & STAINS, LTD: [35, 1182, 105, 1204]
- cable-story-headline: OLD AGE PENSIONS: [737, 634, 826, 645]
- cable-story-body: Received April 9, 11.25 p.m. The Daily Mail's New York correspondent reports on the wheat corner.: [855, 132, 982, 156]
- cable-story-body: BRITAIN'S BURDEN. Received April 9, 11.25 p.m. London, April 8. In the House of Commons the old age pensions cost was stated.: [718, 646, 845, 669]
- kash-price-row: [148, 414, 329, 424]
- divider: [865, 453, 972, 454]
- column-local-news: [350, 30, 462, 1778]
- local-general-body: It is reported that a rate of payable silver sulphide ore has been unearthed near Hawera's Auckland province. It is reported that the new valuation of the Waitara County discloses an advance of half-a-million of money on the old one. A party from Waitara recently visited the Honourable, to provide bigger hearing at the reversion. At present funds were eaten before the party returned. The Timaru Herald reports that an applicant before this week's Gillespie Pension Court was found to have put by £1000 in property, which was given to his grandson. At the police court at a Dunedin case it was held yesterday that a publican had been convicted for serving a Maori with liquor. The Dunedin City Council and the Dunedin Presbyterian Assembly were recently in conference upon the future of Otago. The appearance of Doom street would be improved if some of the verandahs were removed. The Taranaki Health Board have decided to act upon this. Messrs George Mills and Co., the largest creditors of the Pacific Steamer Company, have applied to the Supreme Court for relief. A "scare" occurred at a meeting of the Hawera Show Council, Queensland. When Councillor Chadwick rose to speak, the chairman had to call for order. A fine waterspout was witnessed by those on the coastal steamer. By last night's train Colonel Knight, who was stationed for the Southern Army's operations in the North Island, arrived in town. In connection with the Whanganui Harbour Board, Captain Drummond will return by to-day's boat. It is suggested that a plate should be placed in the church at Opunake to commemorate the members. Mr. Massey recently said at Bulls that a free market, well secured for stock, will in no long time be an accomplished fact in this colony. The Auckland Star publishes an appeal on behalf of the widow and children of a man killed. At the Court, yesterday, five of the charges of obtaining money under false pretences were withdrawn.: [355, 647, 458, 1042]
- cable-story-body: INDUCEMENT TO BRITISH INVENTORS. Received April 9, 11.40 p.m. London, April 8. The Daily Mail has offered £1000 to the first aeroplane of British invention to fly a mile. A FRENCH COMPETITION. Received April 9, 11.50 p.m. The French Government is organising a competition for dirigibles.: [718, 278, 845, 332]
- orb-range-firm: BOON & ARNOLD LTD.: [20, 1335, 120, 1346]
- kash-price-row: [148, 384, 329, 394]
- fourth-page-items: Dairy. Football. Sporting. Wedding. The Mails. Commercial. Farm and Dairy. A Forget Clause. Dr. Strick Journey. Farmers' Hill Memorial. Supporting Local Industry. Tomorrow's Church Services.: [356, 182, 457, 228]
- kash-name: "The Kash": [162, 519, 315, 550]
- nzcf-name: NEW ZEALAND CLOTHING FACTORY: [165, 846, 312, 867]
- cable-news-column: [713, 30, 849, 1778]
- milking-address: Devon Street ........ New Plymouth: [190, 1526, 287, 1535]
- price-now: 2s 6d: [314, 425, 329, 433]
- milking-season-ad: [134, 1442, 343, 1562]
- cable-story-headline: A BARQUE'S EXPERIENCE.: [859, 216, 978, 227]
- shipping-port: PORT OF NEW PLYMOUTH.: [33, 45, 107, 51]
- cable-story-headline: PRISON REFORM: [743, 538, 820, 549]
